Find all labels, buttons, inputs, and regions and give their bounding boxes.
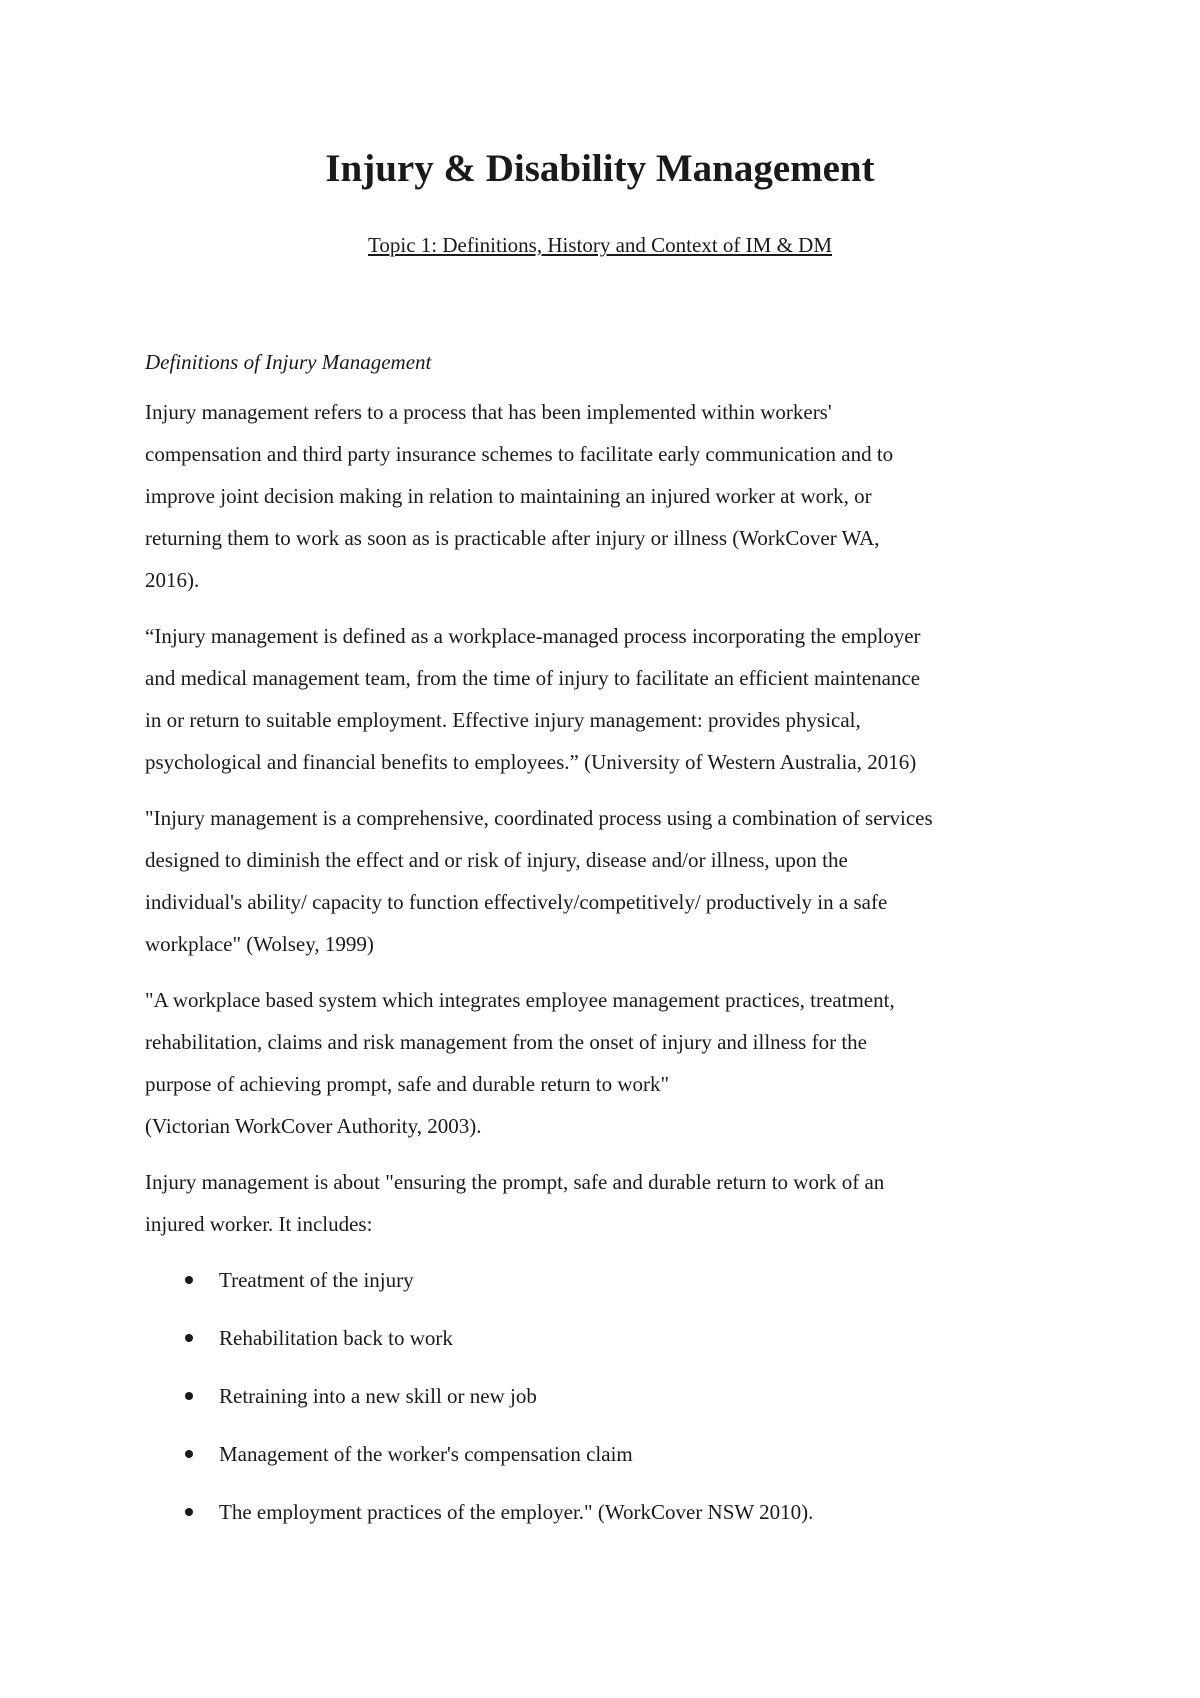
list-item: [145, 1491, 1065, 1533]
text-line: (Victorian WorkCover Authority, 2003).: [145, 1114, 482, 1138]
bullet-icon: [185, 1276, 193, 1284]
text-line: 2016).: [145, 568, 200, 592]
text-line: Injury management refers to a process that has been implemented within workers': [145, 400, 832, 424]
list-item-text: Retraining into a new skill or new job: [219, 1384, 537, 1408]
paragraph: [145, 797, 1065, 965]
list-item-text: Management of the worker's compensation claim: [219, 1442, 633, 1466]
text-line: "Injury management is a comprehensive, coordinated process using a combination of services: [145, 806, 933, 830]
text-line: injured worker. It includes:: [145, 1212, 373, 1236]
paragraph: [145, 391, 1065, 601]
paragraph: [145, 615, 1065, 783]
text-line: purpose of achieving prompt, safe and durable return to work": [145, 1072, 670, 1096]
bullet-icon: [185, 1450, 193, 1458]
text-line: “Injury management is defined as a workplace-managed process incorporating the employer: [145, 624, 921, 648]
text-line: "A workplace based system which integrates employee management practices, treatment,: [145, 988, 895, 1012]
document-subtitle: Topic 1: Definitions, History and Context of IM & DM: [368, 233, 832, 257]
text-line: designed to diminish the effect and or risk of injury, disease and/or illness, upon the: [145, 848, 848, 872]
document-title: Injury & Disability Management: [325, 147, 875, 190]
text-line: returning them to work as soon as is practicable after injury or illness (WorkCover WA,: [145, 526, 880, 550]
bullet-icon: [185, 1392, 193, 1400]
list-item: [145, 1317, 1065, 1359]
text-line: psychological and financial benefits to employees.” (University of Western Australia, 2016): [145, 750, 917, 774]
paragraph: [145, 1161, 1065, 1245]
bullet-icon: [185, 1334, 193, 1342]
list-item: [145, 1433, 1065, 1475]
text-line: rehabilitation, claims and risk management from the onset of injury and illness for the: [145, 1030, 867, 1054]
list-item-text: The employment practices of the employer." (WorkCover NSW 2010).: [219, 1500, 814, 1524]
text-line: workplace" (Wolsey, 1999): [145, 932, 374, 956]
list-item-text: Treatment of the injury: [219, 1268, 414, 1292]
document-body: [145, 347, 1065, 1549]
bullet-list: [145, 1259, 1065, 1533]
text-line: and medical management team, from the time of injury to facilitate an efficient maintenance: [145, 666, 921, 690]
text-line: Injury management is about "ensuring the prompt, safe and durable return to work of an: [145, 1170, 885, 1194]
bullet-icon: [185, 1508, 193, 1516]
text-line: improve joint decision making in relation to maintaining an injured worker at work, or: [145, 484, 872, 508]
list-item: [145, 1375, 1065, 1417]
list-item: [145, 1259, 1065, 1301]
text-line: compensation and third party insurance schemes to facilitate early communication and to: [145, 442, 894, 466]
list-item-text: Rehabilitation back to work: [219, 1326, 453, 1350]
paragraph: [145, 979, 1065, 1147]
text-line: in or return to suitable employment. Effective injury management: provides physical,: [145, 708, 861, 732]
text-line: individual's ability/ capacity to function effectively/competitively/ productively in a safe: [145, 890, 888, 914]
section-heading: Definitions of Injury Management: [145, 350, 432, 374]
